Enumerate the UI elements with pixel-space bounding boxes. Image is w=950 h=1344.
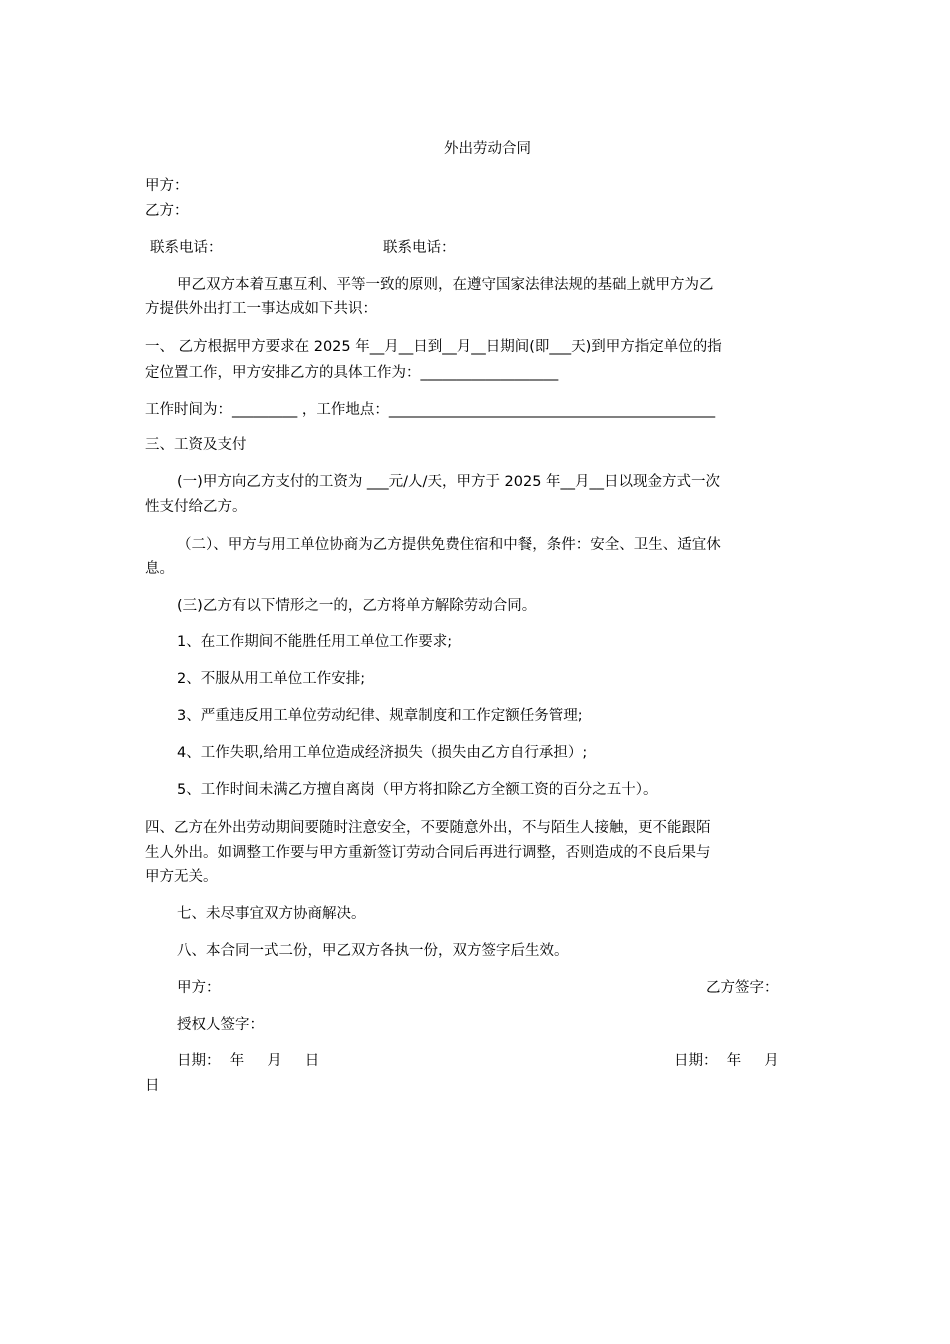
document-title: 外出劳动合同	[444, 141, 531, 157]
preamble-line-2: 方提供外出打工一事达成如下共识：	[145, 301, 377, 317]
section-3-1-line-1: (一)甲方向乙方支付的工资为 ___元/人/天，甲方于 2025 年__月__日以现金方式一次	[177, 474, 721, 490]
authorized-signature: 授权人签字：	[177, 1017, 264, 1033]
clause1-line-1: 一、 乙方根据甲方要求在 2025 年__月__日到__月__日期间(即___天)到甲方指定单位的指	[145, 339, 722, 355]
section-3-2-line-1: （二）、甲方与用工单位协商为乙方提供免费住宿和中餐，条件：安全、卫生、适宜休	[177, 537, 721, 553]
date-party-a: 日期： 年 月 日	[177, 1053, 320, 1069]
section-8: 八、本合同一式二份，甲乙双方各执一份，双方签字后生效。	[177, 943, 569, 959]
party-b-label: 乙方：	[145, 203, 189, 219]
list-item: 4、工作失职,给用工单位造成经济损失（损失由乙方自行承担）;	[177, 745, 588, 761]
phone-a-label: 联系电话：	[150, 240, 223, 256]
section-4-line-2: 生人外出。如调整工作要与甲方重新签订劳动合同后再进行调整，否则造成的不良后果与	[145, 845, 711, 861]
phone-b-label: 联系电话：	[383, 240, 456, 256]
preamble-line-1: 甲乙双方本着互惠互利、平等一致的原则，在遵守国家法律法规的基础上就甲方为乙	[177, 277, 714, 293]
list-item: 2、不服从用工单位工作安排;	[177, 671, 366, 687]
section-7: 七、未尽事宜双方协商解决。	[177, 906, 366, 922]
list-item: 1、在工作期间不能胜任用工单位工作要求;	[177, 634, 453, 650]
section-3-3: (三)乙方有以下情形之一的，乙方将单方解除劳动合同。	[177, 598, 537, 614]
list-item: 3、严重违反用工单位劳动纪律、规章制度和工作定额任务管理;	[177, 708, 583, 724]
work-time-line: 工作时间为：_________ ，工作地点：_____________________________________________	[145, 402, 716, 418]
signature-party-b: 乙方签字：	[706, 980, 779, 996]
clause1-line-2: 定位置工作，甲方安排乙方的具体工作为：___________________	[145, 365, 559, 381]
party-a-label: 甲方：	[145, 178, 189, 194]
section-3-1-line-2: 性支付给乙方。	[145, 499, 247, 515]
date-party-b: 日期： 年 月	[674, 1053, 779, 1069]
section-3-2-line-2: 息。	[145, 561, 174, 577]
section-4-line-3: 甲方无关。	[145, 869, 218, 885]
signature-party-a: 甲方：	[177, 980, 221, 996]
date-party-b-day: 日	[145, 1078, 160, 1094]
section-4-line-1: 四、乙方在外出劳动期间要随时注意安全，不要随意外出，不与陌生人接触，更不能跟陌	[145, 820, 711, 836]
list-item: 5、工作时间未满乙方擅自离岗（甲方将扣除乙方全额工资的百分之五十）。	[177, 782, 658, 798]
section-3-heading: 三、工资及支付	[145, 437, 247, 453]
